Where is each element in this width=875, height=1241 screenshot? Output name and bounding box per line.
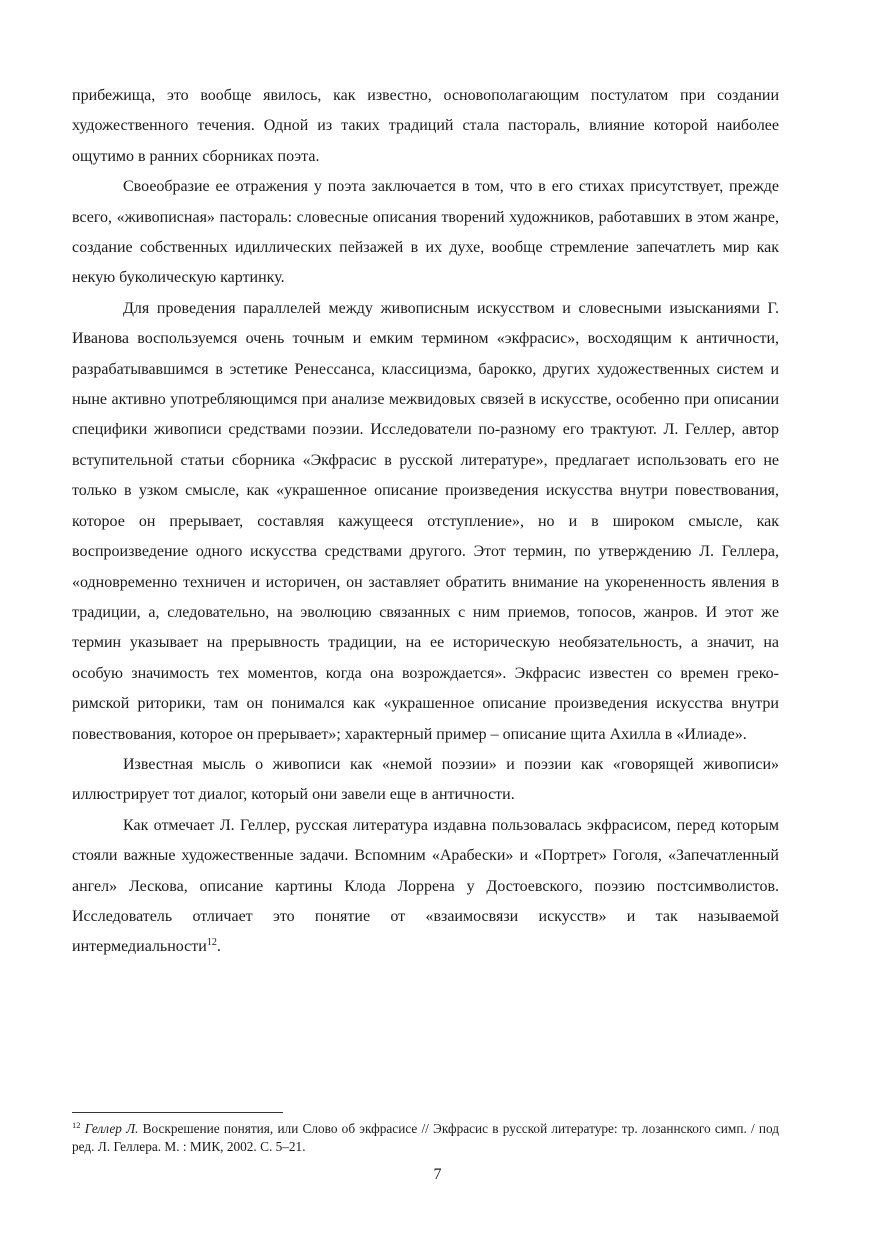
footnote-text: Воскрешение понятия, или Слово об экфрасисе // Экфрасис в русской литературе: тр. лозаннского симп. / под ред. Л. Геллера. М. : МИК, 2002. С. 5–21. xyxy=(72,1121,780,1154)
footnote-author: Геллер Л. xyxy=(84,1121,139,1136)
page-body xyxy=(72,81,779,963)
footnote-number: 12 xyxy=(72,1120,81,1130)
paragraph-5 xyxy=(72,811,779,963)
paragraph-1-text: прибежища, это вообще явилось, как известно, основополагающим постулатом при создании художественного течения. Одной из таких традиций стала пастораль, влияние которой наиболее ощутимо в ранних сборниках поэта. xyxy=(72,87,779,165)
footnote xyxy=(72,1120,779,1156)
page-number: 7 xyxy=(433,1166,442,1183)
paragraph-2 xyxy=(72,172,779,294)
paragraph-2-text: Своеобразие ее отражения у поэта заключается в том, что в его стихах присутствует, прежде всего, «живописная» пастораль: словесные описания творений художников, работавших в этом жанре, создание собственных идиллических пейзажей в их духе, вообще стремление запечатлеть мир как некую буколическую картинку. xyxy=(72,178,779,287)
paragraph-5-text: Как отмечает Л. Геллер, русская литература издавна пользовалась экфрасисом, перед которым стояли важные художественные задачи. Вспомним «Арабески» и «Портрет» Гоголя, «Запечатленный ангел» Лескова, описание картины Клода Лоррена у Достоевского, поэзию постсимволистов. Исследователь отличает это понятие от «взаимосвязи искусств» и так называемой интермедиальности xyxy=(72,816,779,956)
paragraph-3-text: Для проведения параллелей между живописным искусством и словесными изысканиями Г. Иванова воспользуемся очень точным и емким термином «экфрасис», восходящим к античности, разрабатывавшимся в эстетике Ренессанса, классицизма, барокко, других художественных систем и ныне активно употребляющимся при анализе межвидовых связей в искусстве, особенно при описании специфики живописи средствами поэзии. Исследователи по-разному его трактуют. Л. Геллер, автор вступительной статьи сборника «Экфрасис в русской литературе», предлагает использовать его не только в узком смысле, как «украшенное описание произведения искусства внутри повествования, которое он прерывает, составляя кажущееся отступление», но и в широком смысле, как воспроизведение одного искусства средствами другого. Этот термин, по утверждению Л. Геллера, «одновременно техничен и историчен, он заставляет обратить внимание на укорененность явления в традиции, а, следовательно, на эволюцию связанных с ним приемов, топосов, жанров. И этот же термин указывает на прерывность традиции, на ее историческую необязательность, а значит, на особую значимость тех моментов, когда она возрождается». Экфрасис известен со времен греко-римской риторики, там он понимался как «украшенное описание произведения искусства внутри повествования, которое он прерывает»; характерный пример – описание щита Ахилла в «Илиаде». xyxy=(72,299,779,743)
body-text xyxy=(72,81,779,963)
footnote-reference[interactable]: 12 xyxy=(206,937,217,949)
paragraph-1 xyxy=(72,81,779,172)
paragraph-5-tail: . xyxy=(216,938,221,956)
paragraph-4 xyxy=(72,750,779,811)
paragraph-4-text: Известная мысль о живописи как «немой поэзии» и поэзии как «говорящей живописи» иллюстрирует тот диалог, который они завели еще в античности. xyxy=(72,755,779,804)
paragraph-3 xyxy=(72,294,779,750)
footnote-separator xyxy=(72,1112,283,1113)
